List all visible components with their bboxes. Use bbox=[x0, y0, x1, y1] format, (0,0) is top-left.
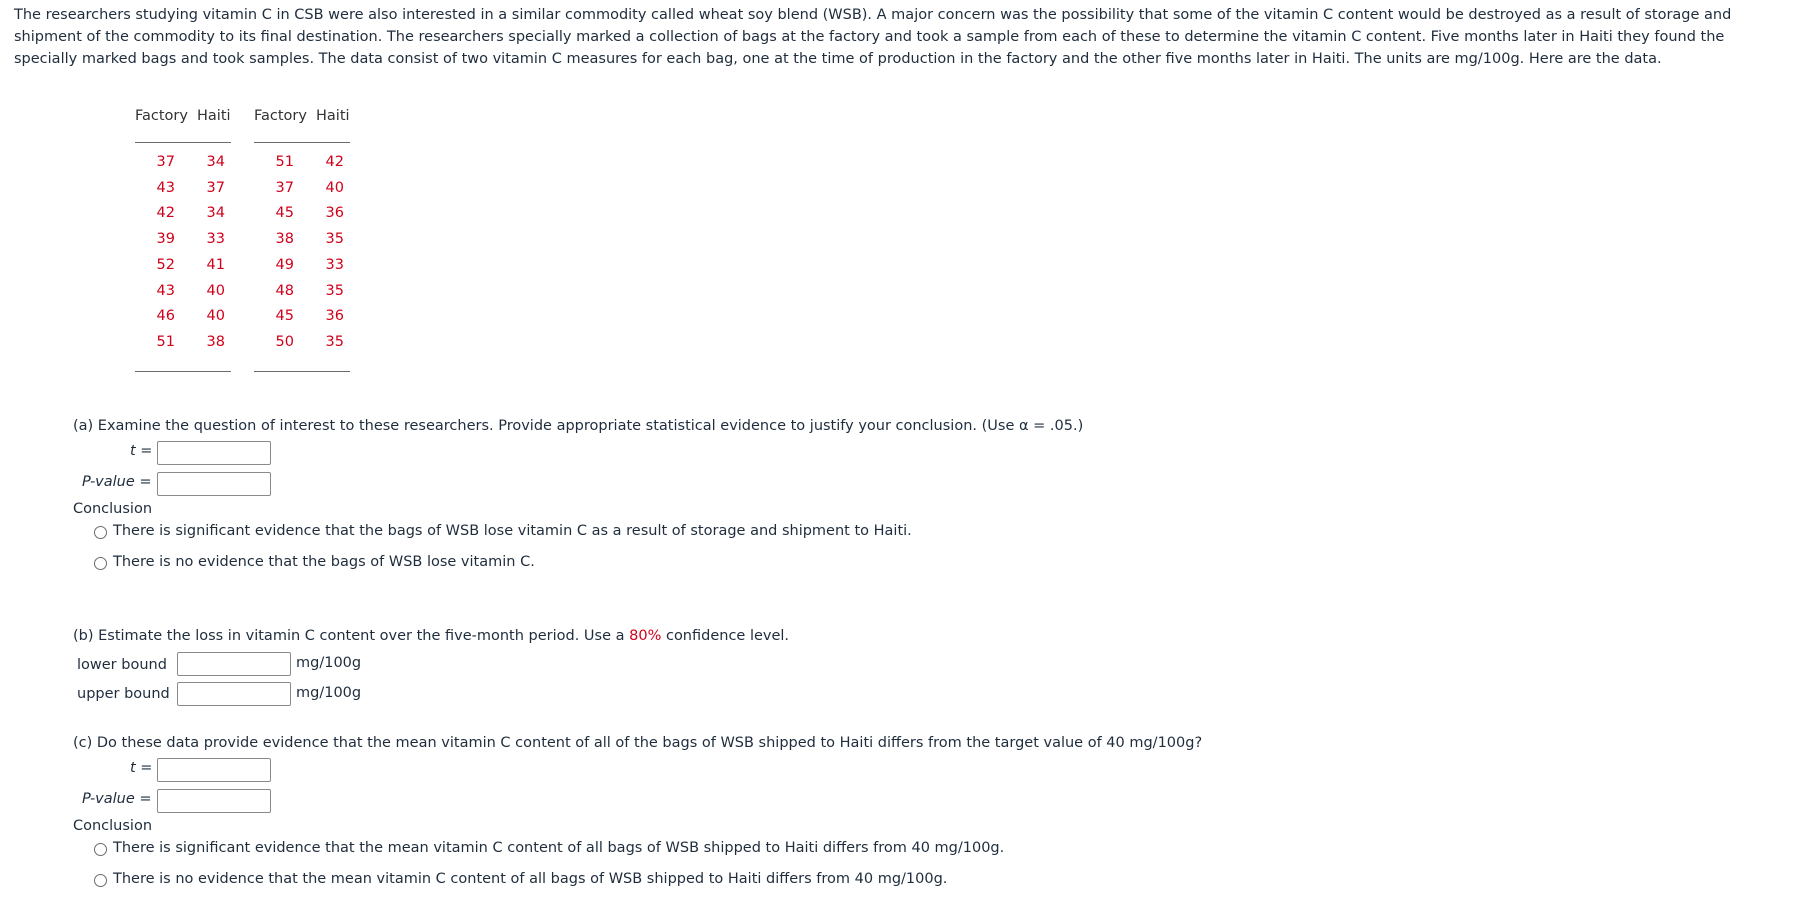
part-a-conclusion-label: Conclusion bbox=[73, 501, 153, 517]
part-c-conclusion-label: Conclusion bbox=[73, 818, 153, 834]
haiti-cell: 33 bbox=[325, 256, 344, 273]
part-a-t-label: t = bbox=[130, 443, 153, 459]
haiti-cell: 35 bbox=[325, 333, 344, 350]
part-a-option2-radio[interactable] bbox=[94, 557, 107, 570]
factory-cell: 50 bbox=[275, 333, 294, 350]
problem-intro: The researchers studying vitamin C in CSB were also interested in a similar commodity called wheat soy blend (WSB). A major concern was the possibility that some of the vitamin C content would be destroyed as a result of storage and shipment of the commodity to its final destination. The researchers specially marked a collection of bags at the factory and took a sample from each of these to determine the vitamin C content. Five months later in Haiti they found the specially marked bags and took samples. The data consist of two vitamin C measures for each bag, one at the time of production in the factory and the other five months later in Haiti. The units are mg/100g. Here are the data. bbox=[14, 7, 1732, 67]
part-b-confidence-level: 80% bbox=[629, 628, 662, 644]
table-bottom-rule bbox=[135, 371, 231, 372]
factory-cell: 43 bbox=[156, 179, 175, 196]
haiti-cell: 33 bbox=[206, 231, 225, 248]
part-b-upper-bound-input[interactable] bbox=[177, 682, 291, 706]
factory-cell: 43 bbox=[156, 282, 175, 299]
table-bottom-rule bbox=[254, 371, 350, 372]
part-a-option2-label: There is no evidence that the bags of WSB lose vitamin C. bbox=[113, 554, 535, 570]
part-b-question bbox=[73, 628, 789, 644]
factory-cell: 52 bbox=[156, 256, 175, 273]
part-b-question-end: confidence level. bbox=[661, 628, 790, 644]
factory-cell: 51 bbox=[156, 333, 175, 350]
haiti-cell: 34 bbox=[206, 205, 225, 222]
part-a-question: (a) Examine the question of interest to these researchers. Provide appropriate statistical evidence to justify your conclusion. (Use α = .05.) bbox=[73, 418, 1084, 434]
haiti-cell: 40 bbox=[325, 179, 344, 196]
haiti-cell: 35 bbox=[325, 231, 344, 248]
part-b-lower-bound-input[interactable] bbox=[177, 652, 291, 676]
part-b-lower-unit: mg/100g bbox=[296, 655, 362, 671]
haiti-cell: 40 bbox=[206, 282, 225, 299]
part-b-lower-label: lower bound bbox=[77, 657, 167, 673]
factory-cell: 37 bbox=[156, 154, 175, 170]
factory-cell: 39 bbox=[156, 231, 175, 248]
factory-cell: 42 bbox=[156, 205, 175, 222]
factory-cell: 38 bbox=[275, 231, 294, 248]
factory-cell: 49 bbox=[275, 256, 294, 273]
part-a-option1-radio[interactable] bbox=[94, 526, 107, 539]
table-top-rule bbox=[135, 142, 231, 143]
factory-cell: 45 bbox=[275, 308, 294, 325]
part-a-option1-label: There is significant evidence that the bags of WSB lose vitamin C as a result of storage and shipment to Haiti. bbox=[113, 523, 912, 539]
column-header-factory: Factory bbox=[254, 108, 307, 124]
column-header-factory: Factory bbox=[135, 108, 188, 124]
haiti-cell: 41 bbox=[206, 256, 225, 273]
haiti-cell: 36 bbox=[325, 205, 344, 222]
factory-cell: 46 bbox=[156, 308, 175, 325]
table-top-rule bbox=[254, 142, 350, 143]
part-b-question-start: (b) Estimate the loss in vitamin C content over the five-month period. Use a bbox=[73, 628, 630, 644]
column-header-haiti: Haiti bbox=[316, 108, 350, 124]
haiti-cell: 37 bbox=[206, 179, 225, 196]
part-c-p-label: P-value = bbox=[82, 791, 152, 807]
part-c-option1-radio[interactable] bbox=[94, 843, 107, 856]
factory-cell: 37 bbox=[275, 179, 294, 196]
factory-cell: 48 bbox=[275, 282, 294, 299]
column-header-haiti: Haiti bbox=[197, 108, 231, 124]
haiti-cell: 34 bbox=[206, 154, 225, 170]
haiti-cell: 40 bbox=[206, 308, 225, 325]
part-c-question: (c) Do these data provide evidence that the mean vitamin C content of all of the bags of WSB shipped to Haiti differs from the target value of 40 mg/100g? bbox=[73, 735, 1203, 751]
part-b-upper-label: upper bound bbox=[77, 686, 170, 702]
haiti-cell: 35 bbox=[325, 282, 344, 299]
factory-cell: 51 bbox=[275, 154, 294, 170]
part-a-t-input[interactable] bbox=[157, 441, 271, 465]
part-c-option1-label: There is significant evidence that the mean vitamin C content of all bags of WSB shipped to Haiti differs from 40 mg/100g. bbox=[113, 840, 1005, 856]
part-c-t-label: t = bbox=[130, 760, 153, 776]
haiti-cell: 36 bbox=[325, 308, 344, 325]
part-c-t-input[interactable] bbox=[157, 758, 271, 782]
haiti-cell: 42 bbox=[325, 154, 344, 170]
part-a-p-label: P-value = bbox=[82, 474, 152, 490]
part-c-option2-radio[interactable] bbox=[94, 874, 107, 887]
haiti-cell: 38 bbox=[206, 333, 225, 350]
factory-cell: 45 bbox=[275, 205, 294, 222]
part-c-option2-label: There is no evidence that the mean vitamin C content of all bags of WSB shipped to Haiti differs from 40 mg/100g. bbox=[113, 871, 948, 887]
part-a-p-value-input[interactable] bbox=[157, 472, 271, 496]
part-b-upper-unit: mg/100g bbox=[296, 685, 362, 701]
part-c-p-value-input[interactable] bbox=[157, 789, 271, 813]
